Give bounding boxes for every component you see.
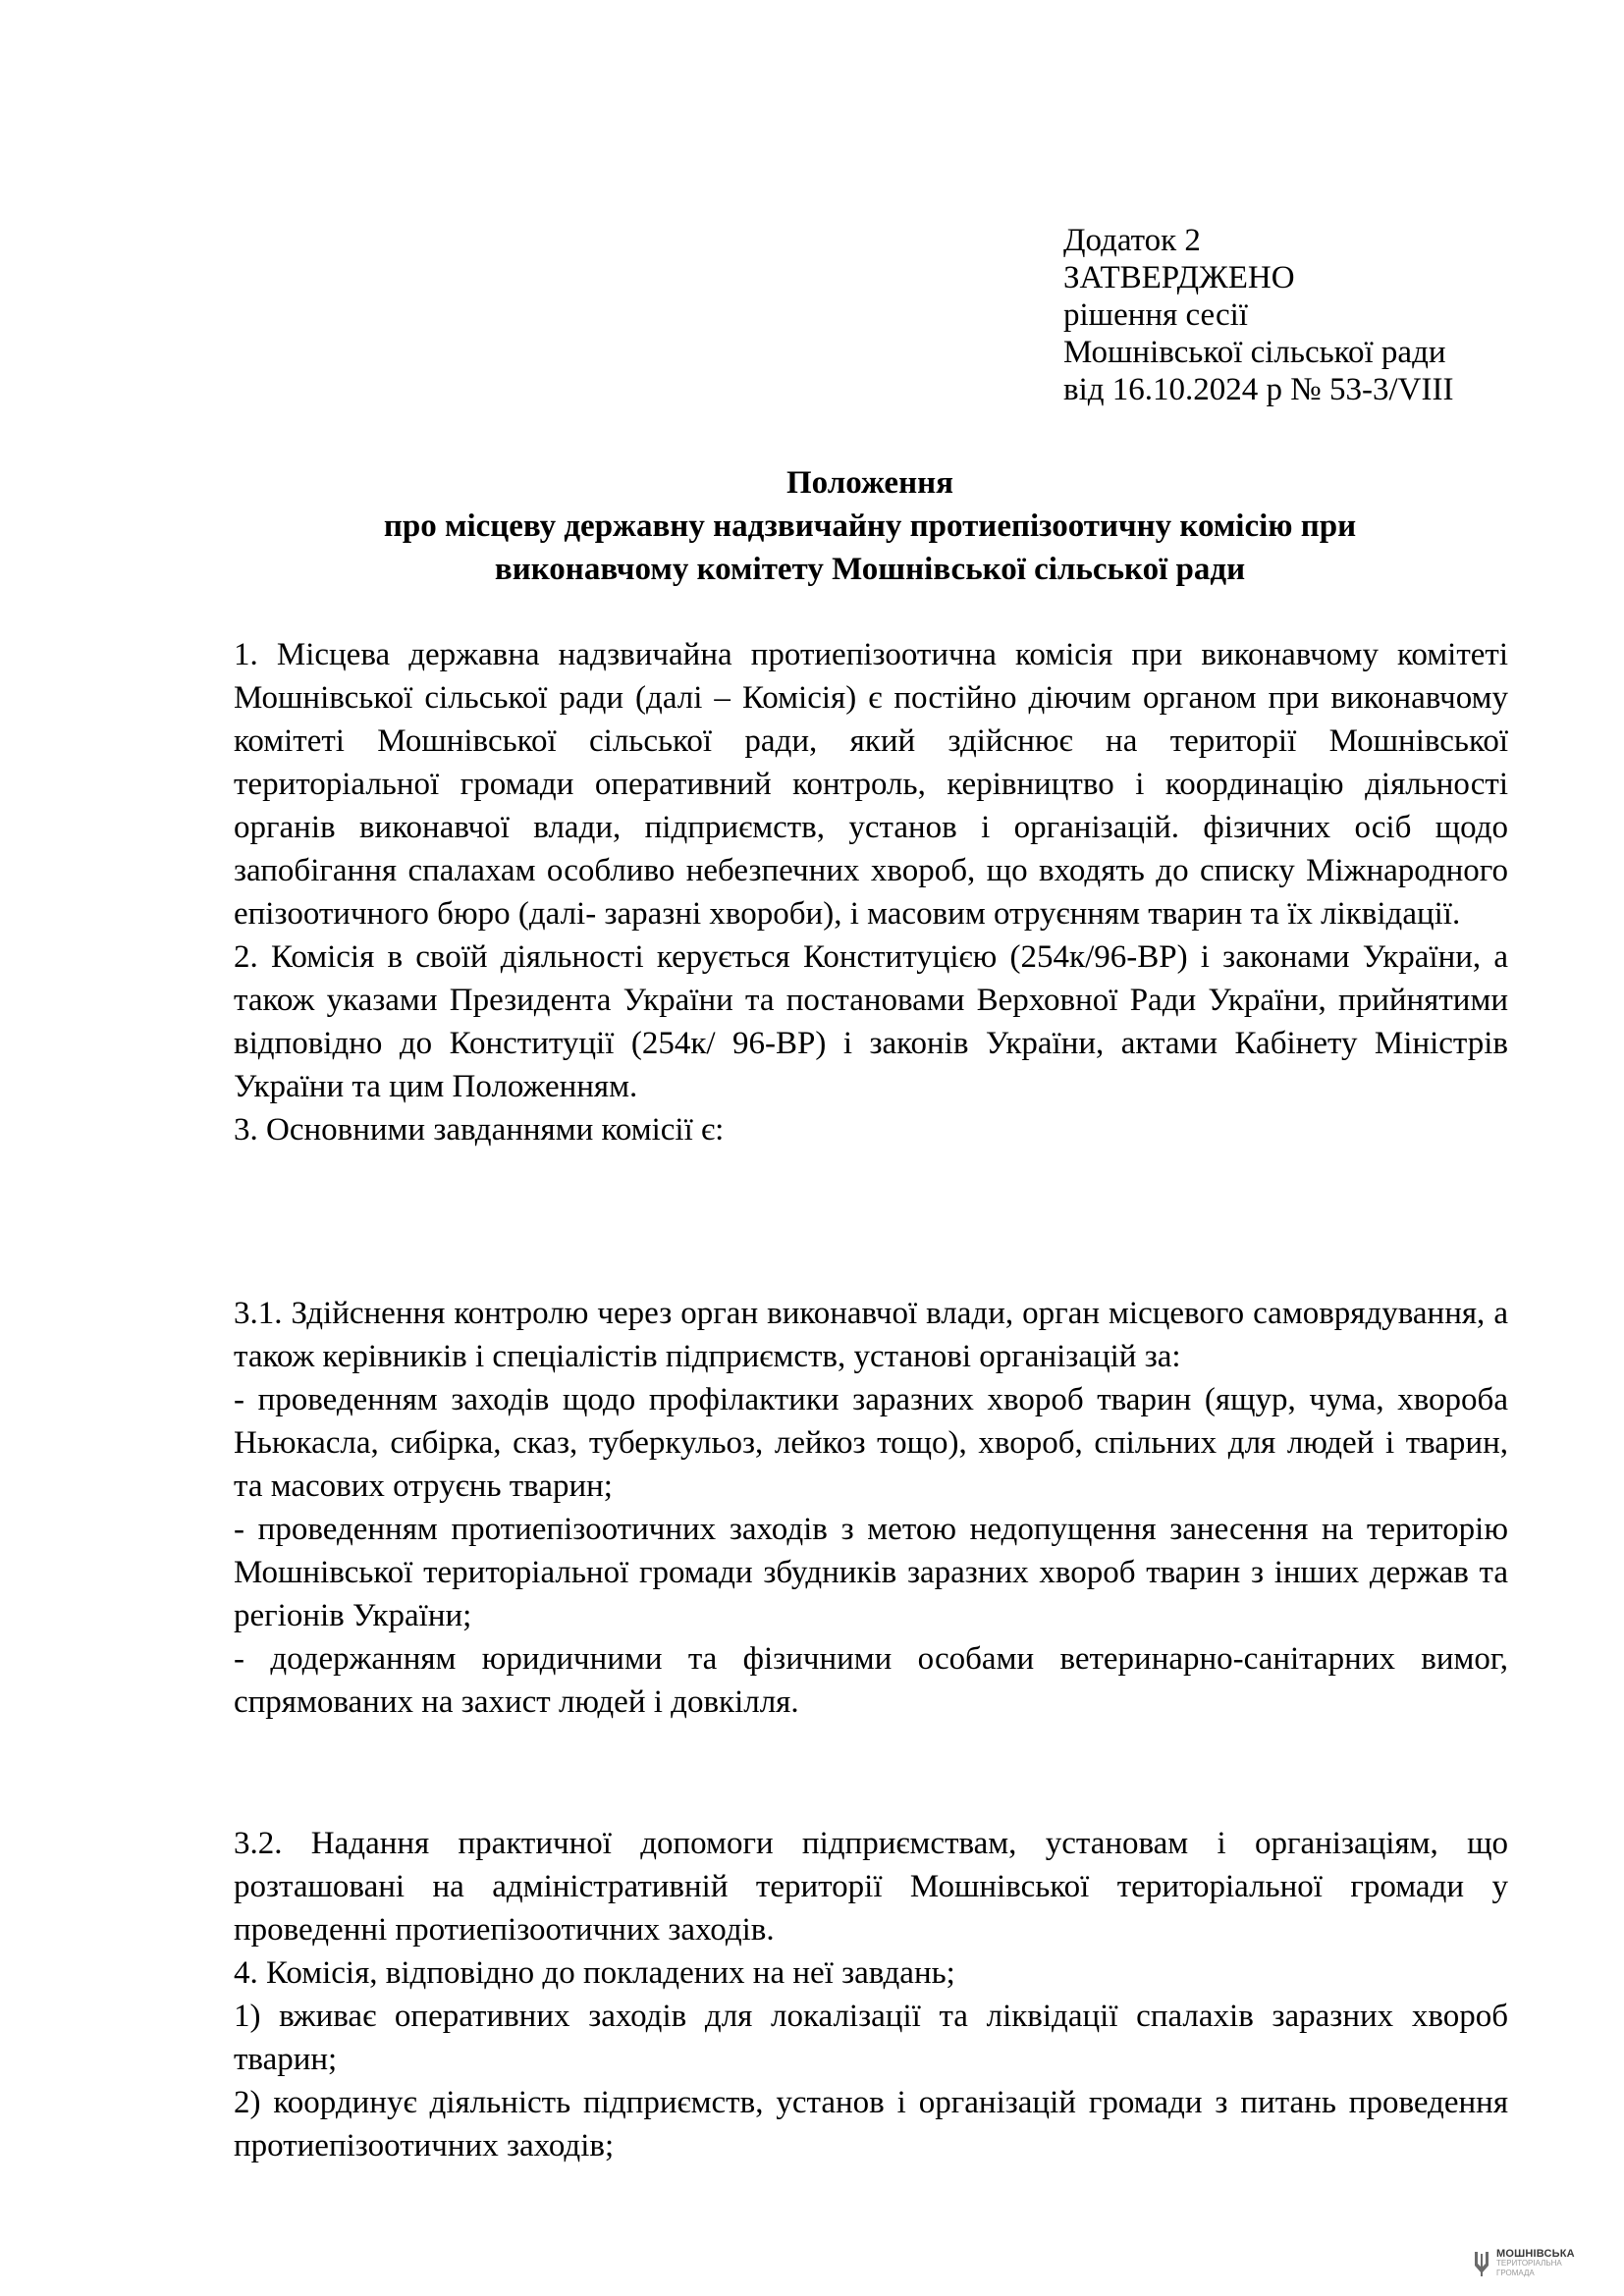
paragraph-4: 4. Комісія, відповідно до покладених на неї завдань; xyxy=(234,1955,955,1991)
approval-line: Мошнівської сільської ради xyxy=(1063,335,1446,370)
title-line: Положення xyxy=(786,465,953,501)
paragraph-1: 1. Місцева державна надзвичайна протиепізоотична комісія при виконавчому комітеті Мошнівської сільської ради (далі – Комісія) є постійно діючим органом при виконавчому комітеті Мошнівської сільської ради, який здійснює на території Мошнівської територіальної громади оперативний контроль, керівництво і координацію діяльності органів виконавчої влади, підприємств, установ і організацій. фізичних осіб щодо запобігання спалахам особливо небезпечних хвороб, що входять до списку Міжнародного епізоотичного бюро (далі- заразні хвороби), і масовим отруєнням тварин та їх ліквідації. xyxy=(234,637,1508,932)
trident-icon xyxy=(1473,2250,1490,2277)
paragraph-2: 2. Комісія в своїй діяльності керується Конституцією (254к/96-ВР) і законами України, а також указами Президента України та постановами Верховної Ради України, прийнятими відповідно до Конституції (254к/ 96-ВР) і законів України, актами Кабінету Міністрів України та цим Положенням. xyxy=(234,939,1508,1104)
community-logo xyxy=(1473,2244,1620,2283)
title-line: про місцеву державну надзвичайну протиепізоотичну комісію при xyxy=(383,508,1357,544)
body-block-general xyxy=(234,633,1508,1151)
title-line: виконавчому комітету Мошнівської сільської ради xyxy=(494,552,1246,587)
list-item: 1) вживає оперативних заходів для локалізації та ліквідації спалахів заразних хвороб тварин; xyxy=(234,1999,1508,2077)
approval-line: від 16.10.2024 р № 53-3/VIII xyxy=(1063,372,1454,407)
body-block-control xyxy=(234,1292,1508,1724)
body-block-assistance xyxy=(234,1822,1508,2167)
approval-line: рішення сесії xyxy=(1063,297,1248,333)
logo-text xyxy=(1496,2249,1575,2278)
logo-name: МОШНІВСЬКА xyxy=(1496,2248,1575,2260)
list-item: - проведенням заходів щодо профілактики заразних хвороб тварин (ящур, чума, хвороба Ньюкасла, сибірка, сказ, туберкульоз, лейкоз тощо), хвороб, спільних для людей і тварин, та масових отруєнь тварин; xyxy=(234,1382,1508,1504)
logo-subtitle: ГРОМАДА xyxy=(1496,2269,1535,2277)
list-item: - додержанням юридичними та фізичними особами ветеринарно-санітарних вимог, спрямованих на захист людей і довкілля. xyxy=(234,1641,1508,1720)
document-title xyxy=(232,461,1508,591)
list-item: - проведенням протиепізоотичних заходів з метою недопущення занесення на територію Мошнівської територіальної громади збудників заразних хвороб тварин з інших держав та регіонів України; xyxy=(234,1512,1508,1633)
approval-stamp-block xyxy=(1063,222,1453,408)
logo-subtitle: ТЕРИТОРІАЛЬНА xyxy=(1496,2259,1562,2268)
paragraph-3: 3. Основними завданнями комісії є: xyxy=(234,1112,725,1148)
approval-line: ЗАТВЕРДЖЕНО xyxy=(1063,260,1295,295)
list-item: 2) координує діяльність підприємств, установ і організацій громади з питань проведення протиепізоотичних заходів; xyxy=(234,2085,1508,2163)
paragraph-3-2: 3.2. Надання практичної допомоги підприємствам, установам і організаціям, що розташовані на адміністративній території Мошнівської територіальної громади у проведенні протиепізоотичних заходів. xyxy=(234,1826,1508,1948)
paragraph-3-1: 3.1. Здійснення контролю через орган виконавчої влади, орган місцевого самоврядування, а також керівників і спеціалістів підприємств, установі організацій за: xyxy=(234,1296,1508,1374)
approval-line: Додаток 2 xyxy=(1063,223,1201,258)
